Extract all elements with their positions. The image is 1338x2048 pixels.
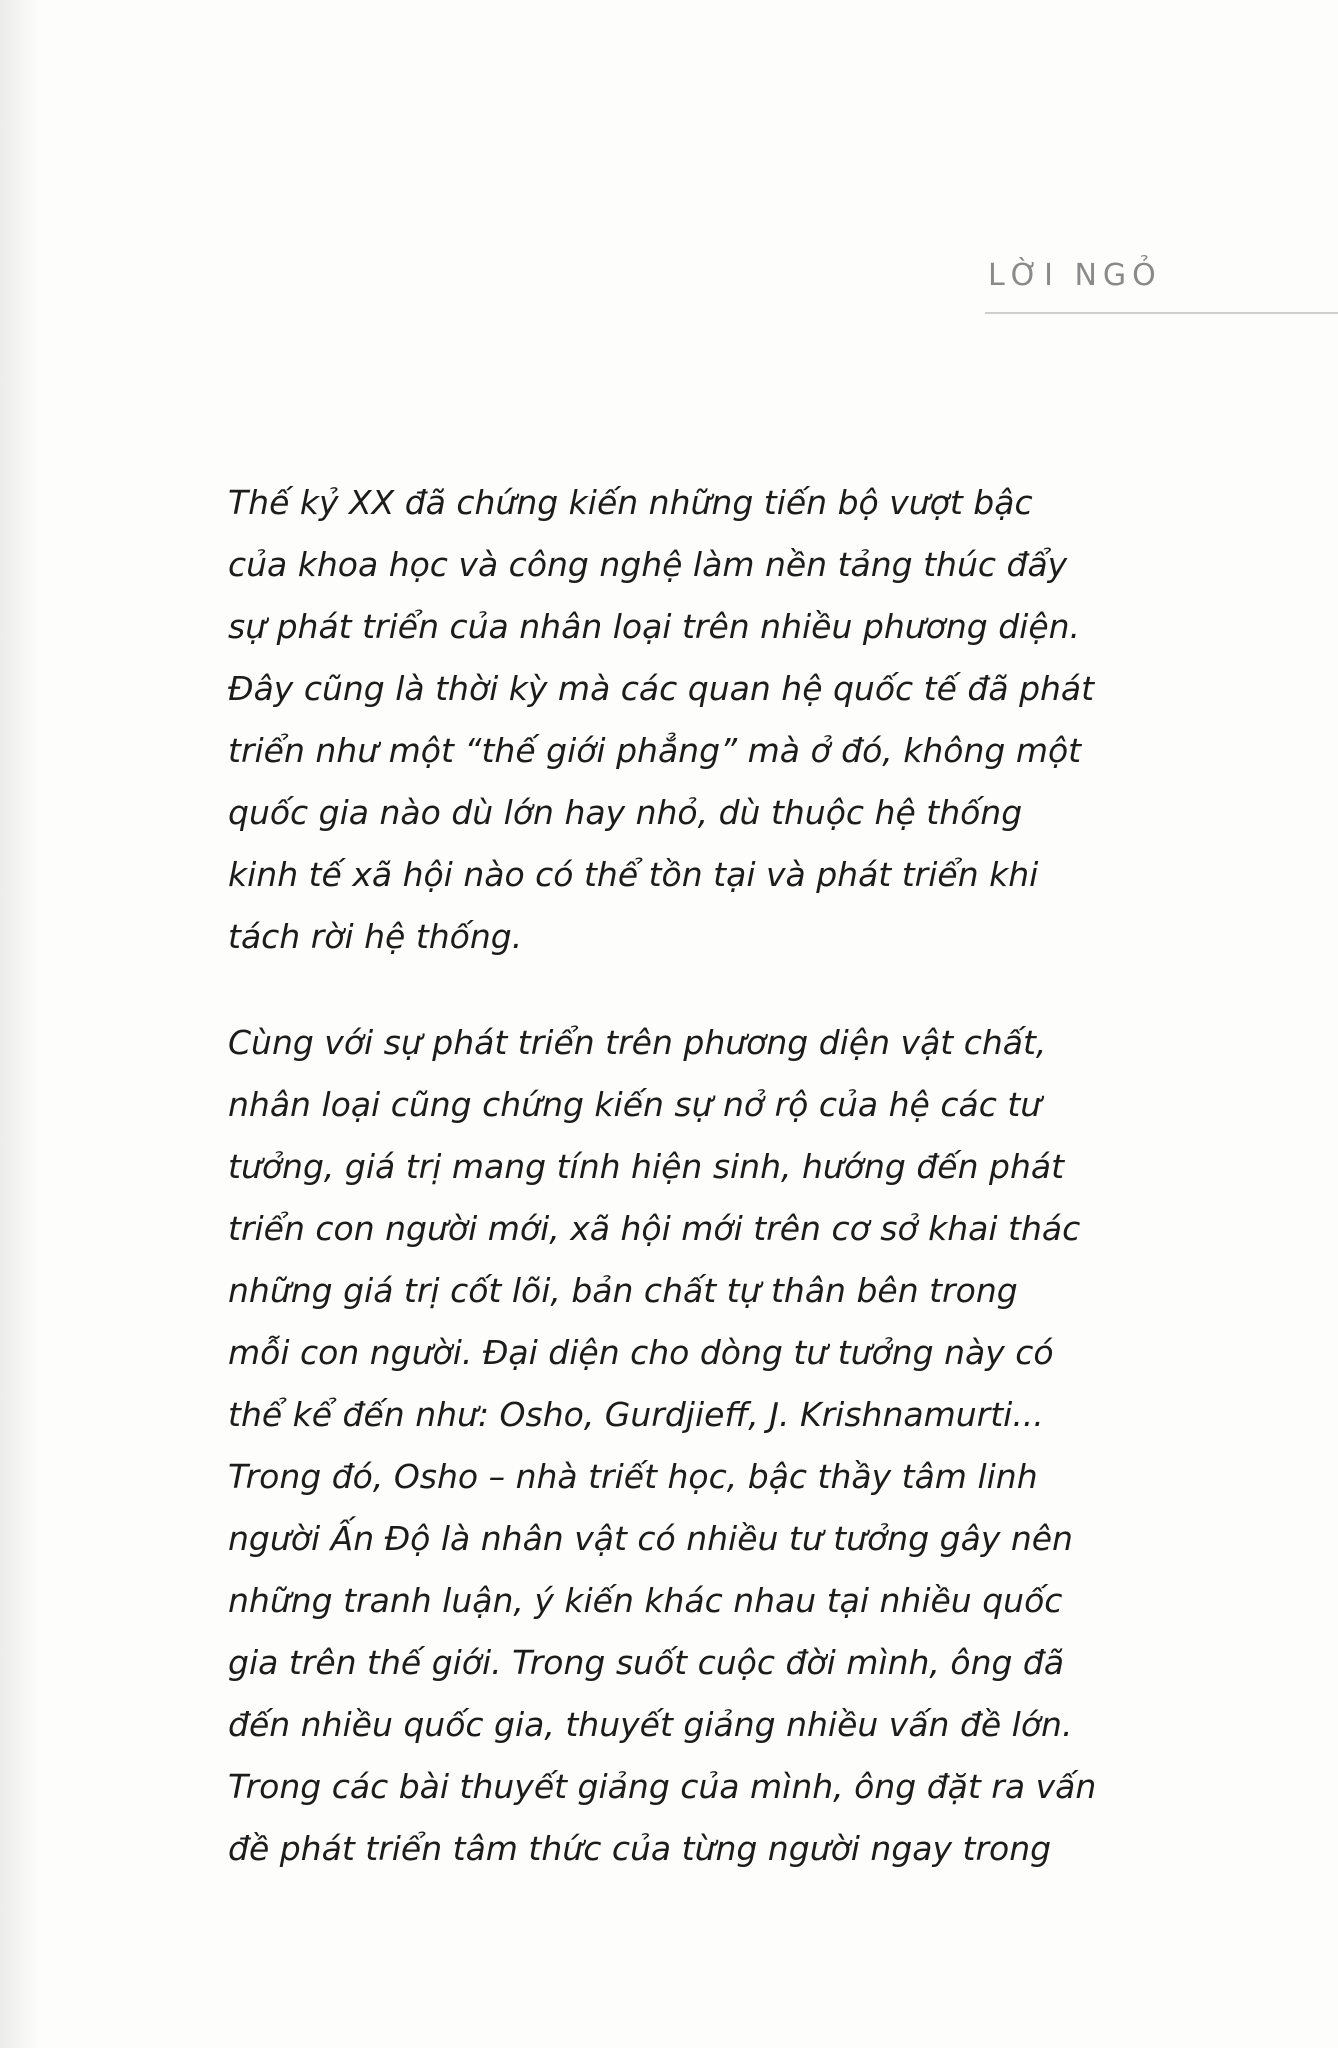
text-line: thể kể đến như: Osho, Gurdjieff, J. Krishnamurti... (228, 1395, 1044, 1434)
paragraph-1 (228, 472, 1095, 968)
text-line: Trong các bài thuyết giảng của mình, ông đặt ra vấn (228, 1767, 1097, 1806)
text-line: những tranh luận, ý kiến khác nhau tại nhiều quốc (228, 1581, 1063, 1620)
running-header-title: LỜI NGỎ (988, 258, 1162, 293)
text-line: đề phát triển tâm thức của từng người ngay trong (228, 1829, 1052, 1868)
text-line: Cùng với sự phát triển trên phương diện vật chất, (228, 1023, 1047, 1062)
header-rule (985, 312, 1338, 314)
text-line: người Ấn Độ là nhân vật có nhiều tư tưởng gây nên (228, 1519, 1073, 1558)
text-line: Thế kỷ XX đã chứng kiến những tiến bộ vượt bậc (228, 483, 1033, 522)
text-line: Trong đó, Osho – nhà triết học, bậc thầy tâm linh (228, 1457, 1038, 1496)
page-spine-shadow (0, 0, 40, 2048)
text-line: Đây cũng là thời kỳ mà các quan hệ quốc tế đã phát (228, 669, 1095, 708)
text-line: tưởng, giá trị mang tính hiện sinh, hướng đến phát (228, 1147, 1065, 1186)
text-line: triển con người mới, xã hội mới trên cơ sở khai thác (228, 1209, 1081, 1248)
text-line: triển như một “thế giới phẳng” mà ở đó, không một (228, 731, 1082, 770)
text-line: những giá trị cốt lõi, bản chất tự thân bên trong (228, 1271, 1018, 1310)
paragraph-spacing (228, 968, 1078, 1012)
text-line: kinh tế xã hội nào có thể tồn tại và phát triển khi (228, 855, 1039, 894)
body-text (228, 472, 1097, 1880)
text-line: mỗi con người. Đại diện cho dòng tư tưởng này có (228, 1333, 1054, 1372)
text-line: sự phát triển của nhân loại trên nhiều phương diện. (228, 607, 1081, 646)
text-line: đến nhiều quốc gia, thuyết giảng nhiều vấn đề lớn. (228, 1705, 1073, 1744)
paragraph-2 (228, 1012, 1097, 1880)
text-line: tách rời hệ thống. (228, 917, 523, 956)
text-line: quốc gia nào dù lớn hay nhỏ, dù thuộc hệ thống (228, 793, 1023, 832)
text-line: của khoa học và công nghệ làm nền tảng thúc đẩy (228, 545, 1068, 584)
text-line: nhân loại cũng chứng kiến sự nở rộ của hệ các tư (228, 1085, 1042, 1124)
text-line: gia trên thế giới. Trong suốt cuộc đời mình, ông đã (228, 1643, 1065, 1682)
